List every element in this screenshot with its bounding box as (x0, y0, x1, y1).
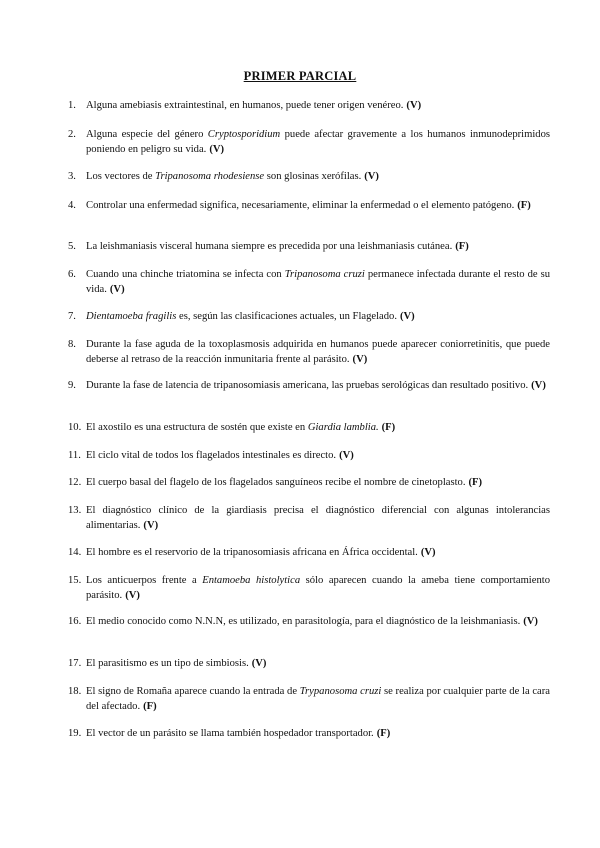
question-number: 18. (68, 686, 82, 697)
question-text: El vector de un parásito se llama también hospedador transportador. (86, 728, 374, 739)
question-item (68, 574, 550, 603)
question-number: 11. (68, 450, 81, 461)
question-text: El parasitismo es un tipo de simbiosis. (86, 658, 249, 669)
answer-label: (F) (381, 422, 396, 433)
question-item (68, 615, 550, 630)
question-text-cont: se realiza por cualquier parte de la cara del afectado. (86, 686, 550, 712)
answer-label: (V) (352, 353, 368, 365)
answer-label: (V) (339, 450, 354, 461)
question-text: El signo de Romaña aparece cuando la entrada de (86, 686, 300, 697)
answer-label: (V) (399, 311, 415, 322)
question-number: 12. (68, 477, 82, 488)
question-text: Alguna amebiasis extraintestinal, en humanos, puede tener origen venéreo. (86, 100, 404, 111)
question-number: 14. (68, 547, 82, 558)
answer-label: (V) (531, 380, 546, 391)
question-item (68, 476, 550, 491)
question-number: 8. (68, 339, 76, 350)
question-text-cont: son glosinas xerófilas. (264, 171, 362, 182)
question-number: 15. (68, 575, 82, 586)
answer-label: (F) (468, 477, 483, 488)
question-item (68, 99, 550, 114)
question-text: Cuando una chinche triatomina se infecta con (86, 269, 285, 280)
answer-label: (V) (406, 100, 422, 111)
question-item (68, 310, 550, 325)
question-item (68, 727, 550, 742)
answer-label: (V) (143, 519, 159, 531)
question-text: La leishmaniasis visceral humana siempre es precedida por una leishmaniasis cutánea. (86, 241, 453, 252)
question-number: 17. (68, 658, 82, 669)
question-number: 6. (68, 269, 76, 280)
question-italic: Tripanosoma cruzi (284, 269, 365, 280)
question-italic: Tripanosoma rhodesiense (155, 171, 265, 182)
question-number: 1. (68, 100, 76, 111)
question-text: El medio conocido como N.N.N, es utilizado, en parasitología, para el diagnóstico de la leishmaniasis. (86, 616, 521, 627)
question-number: 16. (68, 616, 82, 627)
question-item (68, 685, 550, 714)
question-number: 10. (68, 422, 82, 433)
answer-label: (F) (517, 200, 531, 211)
answer-label: (V) (209, 143, 225, 155)
question-number: 19. (68, 728, 82, 739)
question-text: Los anticuerpos frente a (86, 575, 203, 586)
question-item (68, 421, 550, 436)
question-number: 7. (68, 311, 76, 322)
question-item (68, 199, 550, 214)
question-italic: Cryptosporidium (207, 129, 281, 140)
question-item (68, 338, 550, 367)
question-number: 4. (68, 200, 76, 211)
answer-label: (V) (251, 658, 267, 669)
question-text: Los vectores de (86, 171, 156, 182)
question-text: El cuerpo basal del flagelo de los flagelados sanguíneos recibe el nombre de cinetoplasto. (86, 477, 466, 488)
page-title: PRIMER PARCIAL (243, 69, 357, 83)
question-text: El axostilo es una estructura de sostén que existe en (86, 422, 308, 433)
question-text: El diagnóstico clínico de la giardiasis precisa el diagnóstico diferencial con algunas intolerancias alimentarias. (86, 505, 550, 531)
question-text-cont: puede afectar gravemente a los humanos inmunodeprimidos poniendo en peligro su vida. (86, 129, 550, 155)
question-item (68, 240, 550, 255)
question-item (68, 268, 550, 297)
question-italic: Giardia lamblia. (307, 422, 379, 433)
question-number: 13. (68, 505, 82, 516)
question-text: El hombre es el reservorio de la tripanosomiasis africana en África occidental. (86, 547, 418, 558)
question-number: 2. (68, 129, 76, 140)
question-text-cont: sólo aparecen cuando la ameba tiene comportamiento parásito. (86, 575, 550, 601)
question-item (68, 170, 550, 185)
question-italic: Entamoeba histolytica (202, 575, 301, 586)
question-text: Alguna especie del género (86, 129, 208, 140)
answer-label: (F) (455, 241, 469, 252)
question-text: Controlar una enfermedad significa, necesariamente, eliminar la enfermedad o el elemento patógeno. (86, 200, 515, 211)
question-item (68, 379, 550, 394)
question-item (68, 504, 550, 533)
question-text-cont: es, según las clasificaciones actuales, un Flagelado. (176, 311, 397, 322)
answer-label: (V) (523, 616, 538, 627)
question-text: Durante la fase de latencia de tripanosomiasis americana, las pruebas serológicas dan resultado positivo. (86, 380, 529, 391)
question-item (68, 449, 550, 464)
answer-label: (F) (376, 728, 391, 739)
question-number: 3. (68, 171, 76, 182)
question-text: El ciclo vital de todos los flagelados intestinales es directo. (86, 450, 337, 461)
answer-label: (V) (364, 171, 379, 182)
question-italic: Dientamoeba fragilis (86, 311, 177, 322)
answer-label: (F) (143, 700, 157, 712)
question-number: 9. (68, 380, 76, 391)
question-item (68, 128, 550, 157)
question-item (68, 657, 550, 672)
answer-label: (V) (420, 547, 436, 558)
question-text-cont: permanece infectada durante el resto de su vida. (86, 269, 550, 295)
answer-label: (V) (109, 283, 125, 295)
question-item (68, 546, 550, 561)
answer-label: (V) (125, 589, 140, 601)
question-text: Durante la fase aguda de la toxoplasmosis adquirida en humanos puede aparecer coniorretinitis, que puede deberse al retraso de la reacción inmunitaria frente al parásito. (86, 339, 550, 365)
question-number: 5. (68, 241, 76, 252)
question-italic: Trypanosoma cruzi (299, 686, 382, 697)
